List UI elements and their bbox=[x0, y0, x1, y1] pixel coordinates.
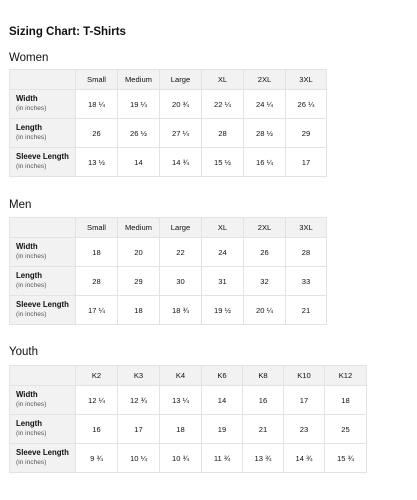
row-unit: (in inches) bbox=[16, 311, 47, 318]
table-cell: 25 bbox=[325, 415, 367, 444]
section-title-youth: Youth bbox=[9, 346, 38, 358]
table-cell: 29 bbox=[118, 267, 160, 296]
column-header: 3XL bbox=[286, 218, 327, 238]
table-cell: 14 ¾ bbox=[284, 444, 325, 473]
row-label: Length bbox=[16, 123, 42, 132]
table-cell: 10 ¼ bbox=[118, 444, 160, 473]
row-label: Width bbox=[16, 390, 38, 399]
table-cell: 17 bbox=[118, 415, 160, 444]
table-cell: 24 bbox=[202, 238, 244, 267]
table-cell: 21 bbox=[286, 296, 327, 325]
row-label: Sleeve Length bbox=[16, 300, 69, 309]
column-header: 2XL bbox=[244, 218, 286, 238]
column-header: K10 bbox=[284, 366, 325, 386]
section-title-men: Men bbox=[9, 199, 32, 211]
header-corner-cell bbox=[10, 366, 76, 386]
table-cell: 26 bbox=[244, 238, 286, 267]
column-header: K6 bbox=[202, 366, 243, 386]
column-header: K4 bbox=[160, 366, 202, 386]
row-unit: (in inches) bbox=[16, 134, 47, 141]
table-cell: 11 ¾ bbox=[202, 444, 243, 473]
column-header: 2XL bbox=[244, 70, 286, 90]
table-row bbox=[10, 296, 327, 325]
table-cell: 16 bbox=[76, 415, 118, 444]
row-unit: (in inches) bbox=[16, 401, 47, 408]
column-header: Small bbox=[76, 218, 118, 238]
row-header bbox=[10, 238, 76, 267]
row-header bbox=[10, 90, 76, 119]
table-cell: 14 bbox=[118, 148, 160, 177]
table-cell: 13 ½ bbox=[76, 148, 118, 177]
table-header-row bbox=[10, 70, 327, 90]
row-header bbox=[10, 267, 76, 296]
table-row bbox=[10, 148, 327, 177]
table-row bbox=[10, 444, 367, 473]
table-cell: 16 bbox=[243, 386, 284, 415]
row-unit: (in inches) bbox=[16, 253, 47, 260]
table-cell: 28 ½ bbox=[244, 119, 286, 148]
table-cell: 20 ¼ bbox=[244, 296, 286, 325]
table-cell: 23 bbox=[284, 415, 325, 444]
table-cell: 18 bbox=[160, 415, 202, 444]
section-title-women: Women bbox=[9, 52, 49, 64]
row-header bbox=[10, 444, 76, 473]
table-cell: 22 bbox=[160, 238, 202, 267]
table-cell: 18 ¼ bbox=[76, 90, 118, 119]
table-cell: 22 ¼ bbox=[202, 90, 244, 119]
page-title: Sizing Chart: T-Shirts bbox=[9, 26, 126, 38]
row-label: Sleeve Length bbox=[16, 448, 69, 457]
table-cell: 17 bbox=[286, 148, 327, 177]
header-corner-cell bbox=[10, 218, 76, 238]
row-label: Length bbox=[16, 419, 42, 428]
table-cell: 9 ¾ bbox=[76, 444, 118, 473]
table-row bbox=[10, 267, 327, 296]
table-cell: 27 ¼ bbox=[160, 119, 202, 148]
table-cell: 13 ¼ bbox=[160, 386, 202, 415]
table-cell: 12 ¼ bbox=[76, 386, 118, 415]
row-unit: (in inches) bbox=[16, 459, 47, 466]
table-cell: 28 bbox=[202, 119, 244, 148]
table-cell: 14 ¾ bbox=[160, 148, 202, 177]
column-header: K8 bbox=[243, 366, 284, 386]
table-row bbox=[10, 238, 327, 267]
row-header bbox=[10, 119, 76, 148]
column-header: XL bbox=[202, 70, 244, 90]
table-cell: 12 ¾ bbox=[118, 386, 160, 415]
table-cell: 24 ¼ bbox=[244, 90, 286, 119]
youth-size-table bbox=[9, 365, 367, 473]
row-label: Sleeve Length bbox=[16, 152, 69, 161]
row-unit: (in inches) bbox=[16, 163, 47, 170]
column-header: 3XL bbox=[286, 70, 327, 90]
table-cell: 32 bbox=[244, 267, 286, 296]
table-row bbox=[10, 415, 367, 444]
table-cell: 18 bbox=[76, 238, 118, 267]
column-header: Medium bbox=[118, 70, 160, 90]
table-cell: 13 ¾ bbox=[243, 444, 284, 473]
header-corner-cell bbox=[10, 70, 76, 90]
table-cell: 18 ¾ bbox=[160, 296, 202, 325]
column-header: K3 bbox=[118, 366, 160, 386]
table-header-row bbox=[10, 218, 327, 238]
column-header: Large bbox=[160, 70, 202, 90]
table-cell: 10 ¾ bbox=[160, 444, 202, 473]
table-cell: 17 ¼ bbox=[76, 296, 118, 325]
column-header: K2 bbox=[76, 366, 118, 386]
table-cell: 26 ¼ bbox=[286, 90, 327, 119]
table-cell: 16 ¼ bbox=[244, 148, 286, 177]
table-cell: 20 bbox=[118, 238, 160, 267]
row-header bbox=[10, 148, 76, 177]
row-header bbox=[10, 296, 76, 325]
column-header: XL bbox=[202, 218, 244, 238]
table-cell: 20 ¾ bbox=[160, 90, 202, 119]
column-header: Small bbox=[76, 70, 118, 90]
table-row bbox=[10, 119, 327, 148]
men-size-table bbox=[9, 217, 327, 325]
row-unit: (in inches) bbox=[16, 105, 47, 112]
table-cell: 19 bbox=[202, 415, 243, 444]
table-header-row bbox=[10, 366, 367, 386]
table-cell: 30 bbox=[160, 267, 202, 296]
table-cell: 33 bbox=[286, 267, 327, 296]
table-cell: 28 bbox=[286, 238, 327, 267]
table-row bbox=[10, 386, 367, 415]
table-cell: 18 bbox=[118, 296, 160, 325]
table-cell: 18 bbox=[325, 386, 367, 415]
row-label: Width bbox=[16, 94, 38, 103]
row-unit: (in inches) bbox=[16, 282, 47, 289]
table-cell: 28 bbox=[76, 267, 118, 296]
table-cell: 17 bbox=[284, 386, 325, 415]
column-header: Large bbox=[160, 218, 202, 238]
table-row bbox=[10, 90, 327, 119]
table-cell: 19 ½ bbox=[202, 296, 244, 325]
table-cell: 15 ½ bbox=[202, 148, 244, 177]
table-cell: 31 bbox=[202, 267, 244, 296]
table-cell: 26 ½ bbox=[118, 119, 160, 148]
table-cell: 29 bbox=[286, 119, 327, 148]
table-cell: 26 bbox=[76, 119, 118, 148]
column-header: Medium bbox=[118, 218, 160, 238]
table-cell: 19 ¼ bbox=[118, 90, 160, 119]
row-unit: (in inches) bbox=[16, 430, 47, 437]
table-cell: 21 bbox=[243, 415, 284, 444]
table-cell: 14 bbox=[202, 386, 243, 415]
row-label: Length bbox=[16, 271, 42, 280]
table-cell: 15 ¾ bbox=[325, 444, 367, 473]
row-label: Width bbox=[16, 242, 38, 251]
column-header: K12 bbox=[325, 366, 367, 386]
women-size-table bbox=[9, 69, 327, 177]
row-header bbox=[10, 386, 76, 415]
row-header bbox=[10, 415, 76, 444]
